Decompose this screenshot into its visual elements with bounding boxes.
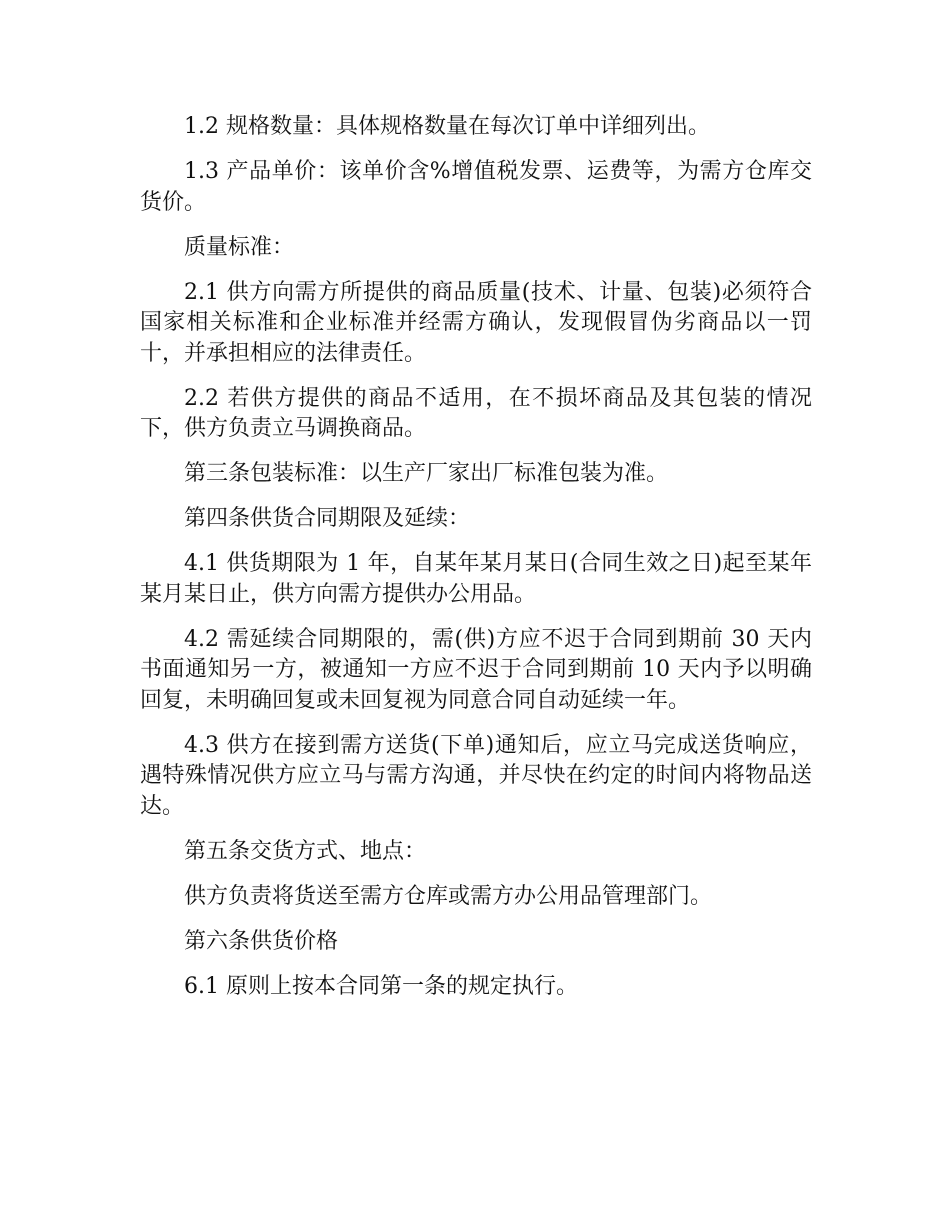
article-5-delivery-heading: 第五条交货方式、地点： <box>184 838 427 864</box>
article-4-term-heading: 第四条供货合同期限及延续： <box>184 506 471 531</box>
article-5-delivery-text: 供方负责将货送至需方仓库或需方办公用品管理部门。 <box>184 883 713 909</box>
clause-2-1-quality: 2.1 供方向需方所提供的商品质量(技术、计量、包装)必须符合国家相关标准和企业标准并经需方确认，发现假冒伪劣商品以一罚十，并承担相应的法律责任。 <box>140 279 812 366</box>
section-quality-standard-heading: 质量标准： <box>184 234 295 260</box>
clause-1-3-unit-price: 1.3 产品单价：该单价含%增值税发票、运费等，为需方仓库交货价。 <box>140 159 812 215</box>
clause-6-1-price-rule: 6.1 原则上按本合同第一条的规定执行。 <box>184 973 578 999</box>
clause-4-2-extension: 4.2 需延续合同期限的，需(供)方应不迟于合同到期前 30 天内书面通知另一方，被通知一方应不迟于合同到期前 10 天内予以明确回复，未明确回复或未回复视为同意合同自动延续一年。 <box>140 626 812 713</box>
article-6-price-heading: 第六条供货价格 <box>184 928 339 954</box>
document-body <box>140 112 812 1017</box>
clause-4-1-term: 4.1 供货期限为 1 年，自某年某月某日(合同生效之日)起至某年某月某日止，供方向需方提供办公用品。 <box>140 551 812 607</box>
clause-1-2-quantity: 1.2 规格数量：具体规格数量在每次订单中详细列出。 <box>184 114 710 139</box>
article-3-packaging: 第三条包装标准：以生产厂家出厂标准包装为准。 <box>184 461 669 486</box>
clause-2-2-replacement: 2.2 若供方提供的商品不适用，在不损坏商品及其包装的情况下，供方负责立马调换商品。 <box>140 385 812 441</box>
clause-4-3-delivery-response: 4.3 供方在接到需方送货(下单)通知后，应立马完成送货响应，遇特殊情况供方应立马与需方沟通，并尽快在约定的时间内将物品送达。 <box>140 732 812 819</box>
